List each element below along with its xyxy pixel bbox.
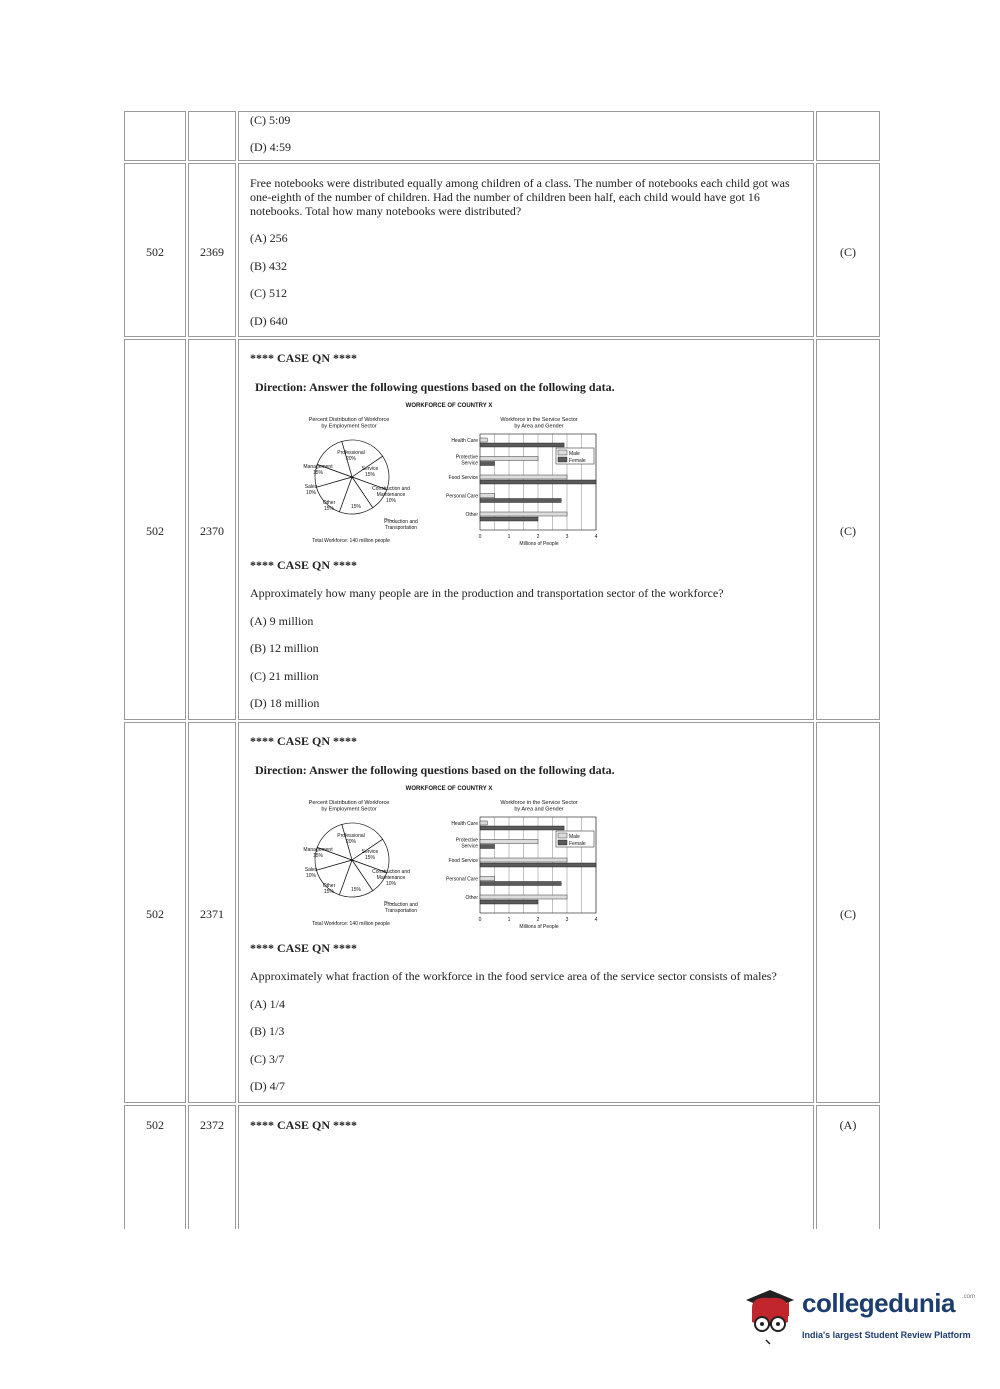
option-a: (A) 9 million (250, 614, 314, 628)
pie-label: 15% (312, 470, 324, 476)
workforce-chart-svg (279, 400, 619, 550)
brand-name: collegedunia (802, 1288, 955, 1318)
mascot-icon (740, 1282, 800, 1348)
option-b: (B) 432 (250, 259, 287, 273)
female-bar (480, 863, 596, 867)
pie-label: 20% (345, 456, 357, 462)
male-bar (480, 475, 567, 479)
question-text: Approximately how many people are in the production and transportation sector of the workforce? (250, 586, 724, 600)
female-bar (480, 826, 564, 830)
option-d: (D) 18 million (250, 696, 320, 710)
pie-label: 15% (364, 472, 376, 478)
bar-title: Workforce in the Service Sector (500, 417, 578, 423)
option-a: (A) 256 (250, 231, 288, 245)
question-id: 2372 (200, 1118, 224, 1132)
workforce-figure (279, 400, 619, 550)
question-text: Approximately what fraction of the workforce in the food service area of the service sector consists of males? (250, 969, 777, 983)
female-bar (480, 443, 564, 447)
female-bar (480, 900, 538, 904)
question-cell (238, 111, 814, 161)
legend-swatch-female (558, 840, 567, 845)
pie-label: Professional (337, 833, 365, 839)
female-bar (480, 462, 495, 466)
pie-label: Transportation (384, 525, 418, 531)
figure-title: WORKFORCE OF COUNTRY X (405, 786, 493, 792)
female-bar (480, 480, 596, 484)
male-bar (480, 858, 567, 862)
question-line: Free notebooks were distributed equally among children of a class. The number of notebooks each child got was (250, 176, 790, 190)
brand-tagline: India's largest Student Review Platform (802, 1330, 971, 1340)
question-id: 2371 (200, 907, 224, 921)
question-table (123, 110, 885, 1230)
question-id: 2369 (200, 245, 224, 259)
pie-label: 10% (305, 873, 317, 879)
legend (556, 448, 594, 464)
female-bar (480, 499, 561, 503)
category-label: Personal Care (446, 493, 478, 500)
workforce-chart-svg (279, 783, 619, 933)
question-id: 2370 (200, 524, 224, 538)
pie-title: Percent Distribution of Workforce (308, 417, 390, 423)
category-label: Health Care (451, 821, 478, 827)
table-row (123, 721, 885, 1104)
question-cell (238, 722, 814, 1103)
pie-label: Sales (304, 484, 318, 490)
table-row (123, 338, 885, 721)
subject-cell (124, 111, 186, 161)
female-bar (480, 882, 561, 886)
case-label: **** CASE QN **** (250, 941, 358, 955)
category-label: Personal Care (446, 876, 478, 883)
pie-label: Other (322, 500, 336, 506)
legend-swatch-male (558, 450, 567, 455)
answer-cell (816, 1105, 880, 1229)
legend (556, 831, 594, 847)
qid-cell (188, 722, 236, 1103)
qid-cell (188, 1105, 236, 1229)
pie-label: 10% (385, 881, 397, 887)
answer-key: (A) (839, 1118, 857, 1132)
pie-label: 15% (312, 853, 324, 859)
pie-label: Construction and (372, 869, 410, 875)
pie-title: Percent Distribution of Workforce (308, 800, 390, 806)
male-bar (480, 438, 487, 442)
male-bar (480, 512, 567, 516)
answer-cell (816, 722, 880, 1103)
category-label: Other (465, 895, 478, 901)
option-c: (C) 3/7 (250, 1052, 285, 1066)
pie-label: 15% (364, 855, 376, 861)
legend-label: Female (569, 841, 586, 847)
male-bar (480, 494, 495, 498)
male-bar (480, 877, 495, 881)
option-a: (A) 1/4 (250, 997, 285, 1011)
legend-swatch-male (558, 833, 567, 838)
subject-code: 502 (146, 245, 164, 259)
pie-label: Construction and (372, 486, 410, 492)
male-bar (480, 457, 538, 461)
pie-label: 20% (345, 839, 357, 845)
male-bar (480, 821, 487, 825)
pie-label: 15% (350, 504, 362, 510)
pie-label: Maintenance (376, 875, 406, 881)
tick-label: 2 (536, 917, 540, 923)
answer-cell (816, 111, 880, 161)
option-d: (D) 4:59 (250, 140, 291, 154)
option-d: (D) 4/7 (250, 1079, 285, 1093)
answer-key: (C) (840, 907, 856, 921)
question-cell (238, 163, 814, 337)
case-label: **** CASE QN **** (250, 1118, 358, 1132)
pie-label: 15% (323, 889, 335, 895)
tick-label: 1 (507, 917, 511, 923)
pie-label: 15% (323, 506, 335, 512)
pie-label: 10% (305, 490, 317, 496)
bar-title: Workforce in the Service Sector (500, 800, 578, 806)
pie-label: Production and (384, 519, 418, 525)
x-axis-label: Millions of People (519, 924, 559, 930)
male-bar (480, 840, 538, 844)
subject-cell (124, 339, 186, 720)
tick-label: 4 (594, 917, 598, 923)
answer-key: (C) (840, 524, 856, 538)
pie-label: Service (361, 849, 379, 855)
category-label: Protective (455, 837, 478, 844)
table-row (123, 110, 885, 162)
bar-title: by Area and Gender (514, 806, 564, 813)
pie-label: Production and (384, 902, 418, 908)
pie-title: by Employment Sector (321, 423, 377, 430)
qid-cell (188, 339, 236, 720)
subject-cell (124, 722, 186, 1103)
subject-cell (124, 163, 186, 337)
option-c: (C) 512 (250, 286, 287, 300)
tick-label: 1 (507, 534, 511, 540)
tick-label: 3 (565, 534, 569, 540)
option-d: (D) 640 (250, 314, 288, 328)
pie-label: 15% (350, 887, 362, 893)
option-c: (C) 21 million (250, 669, 319, 683)
subject-code: 502 (146, 524, 164, 538)
tick-label: 4 (594, 534, 598, 540)
category-label: Food Service (448, 858, 478, 864)
pie-total: Total Workforce: 140 million people (312, 538, 390, 544)
qid-cell (188, 163, 236, 337)
pie-label: Professional (337, 450, 365, 456)
question-line: notebooks. Total how many notebooks were distributed? (250, 204, 522, 218)
question-line: one-eighth of the number of children. Had the number of children been half, each child would have got 16 (250, 190, 760, 204)
table-row (123, 1104, 885, 1230)
case-label: **** CASE QN **** (250, 734, 358, 748)
direction-text: Direction: Answer the following questions based on the following data. (255, 763, 615, 777)
question-cell (238, 1105, 814, 1229)
pie-label: Maintenance (376, 492, 406, 498)
category-label: Health Care (451, 438, 478, 444)
female-bar (480, 517, 538, 521)
collegedunia-logo (740, 1282, 976, 1348)
male-bar (480, 895, 567, 899)
tick-label: 0 (478, 534, 482, 540)
pie-title: by Employment Sector (321, 806, 377, 813)
qid-cell (188, 111, 236, 161)
category-label: Food Service (448, 475, 478, 481)
pie-label: 10% (385, 498, 397, 504)
pie-label: Other (322, 883, 336, 889)
category-label: Protective (455, 454, 478, 461)
brand-suffix: .com (962, 1294, 976, 1300)
pie-label: Transportation (384, 908, 418, 914)
answer-cell (816, 339, 880, 720)
tick-label: 0 (478, 917, 482, 923)
x-axis-label: Millions of People (519, 541, 559, 547)
legend-label: Female (569, 458, 586, 464)
category-label: Other (465, 512, 478, 518)
pie-label: Service (361, 466, 379, 472)
question-cell (238, 339, 814, 720)
question-text (250, 176, 805, 218)
pie-label: Management (303, 464, 333, 470)
female-bar (480, 845, 495, 849)
pie-total: Total Workforce: 140 million people (312, 921, 390, 927)
legend-swatch-female (558, 457, 567, 462)
option-c: (C) 5:09 (250, 113, 291, 127)
answer-cell (816, 163, 880, 337)
pie-label: Management (303, 847, 333, 853)
legend-label: Male (569, 834, 580, 840)
subject-code: 502 (146, 1118, 164, 1132)
table-row (123, 162, 885, 338)
legend-label: Male (569, 451, 580, 457)
figure-title: WORKFORCE OF COUNTRY X (405, 403, 493, 409)
tick-label: 3 (565, 917, 569, 923)
subject-cell (124, 1105, 186, 1229)
category-label: Service (461, 843, 478, 850)
case-label: **** CASE QN **** (250, 558, 358, 572)
category-label: Service (461, 460, 478, 467)
case-label: **** CASE QN **** (250, 351, 358, 365)
direction-text: Direction: Answer the following questions based on the following data. (255, 380, 615, 394)
tick-label: 2 (536, 534, 540, 540)
option-b: (B) 1/3 (250, 1024, 285, 1038)
subject-code: 502 (146, 907, 164, 921)
answer-key: (C) (840, 245, 856, 259)
option-b: (B) 12 million (250, 641, 319, 655)
pie-label: Sales (304, 867, 318, 873)
workforce-figure (279, 783, 619, 933)
bar-title: by Area and Gender (514, 423, 564, 430)
